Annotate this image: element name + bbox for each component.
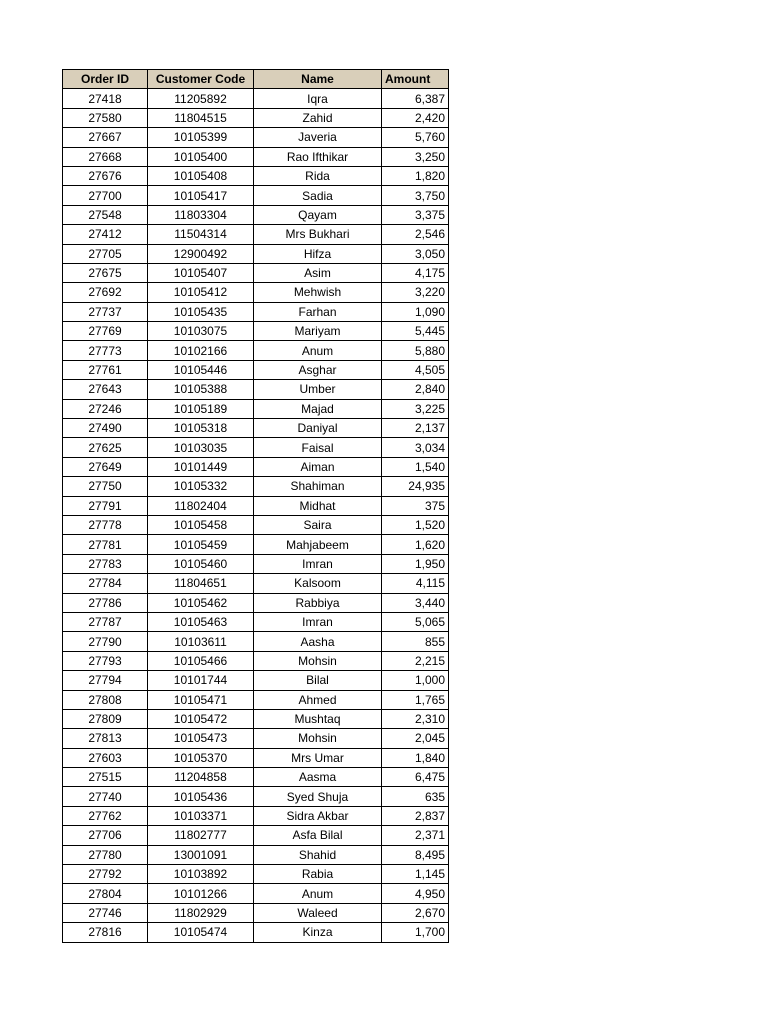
cell-name: Farhan	[254, 302, 382, 321]
table-row	[63, 903, 449, 922]
table-body	[63, 89, 449, 942]
cell-order-id: 27700	[63, 186, 148, 205]
cell-order-id: 27783	[63, 554, 148, 573]
cell-amount: 3,750	[382, 186, 449, 205]
cell-order-id: 27625	[63, 438, 148, 457]
cell-amount: 5,065	[382, 612, 449, 631]
cell-customer-code: 10103371	[148, 806, 254, 825]
cell-amount: 1,000	[382, 671, 449, 690]
cell-customer-code: 11804651	[148, 574, 254, 593]
cell-amount: 4,950	[382, 884, 449, 903]
cell-name: Mohsin	[254, 651, 382, 670]
table-row	[63, 128, 449, 147]
cell-order-id: 27667	[63, 128, 148, 147]
cell-order-id: 27790	[63, 632, 148, 651]
cell-name: Syed Shuja	[254, 787, 382, 806]
table-row	[63, 515, 449, 534]
table-row	[63, 341, 449, 360]
cell-customer-code: 10103611	[148, 632, 254, 651]
cell-customer-code: 10102166	[148, 341, 254, 360]
cell-customer-code: 13001091	[148, 845, 254, 864]
cell-name: Hifza	[254, 244, 382, 263]
table-row	[63, 302, 449, 321]
cell-name: Iqra	[254, 89, 382, 108]
cell-customer-code: 10105473	[148, 729, 254, 748]
cell-customer-code: 11804515	[148, 108, 254, 127]
cell-amount: 635	[382, 787, 449, 806]
table-row	[63, 225, 449, 244]
cell-amount: 1,820	[382, 166, 449, 185]
cell-name: Midhat	[254, 496, 382, 515]
cell-amount: 2,420	[382, 108, 449, 127]
table-row	[63, 263, 449, 282]
cell-name: Aasha	[254, 632, 382, 651]
cell-name: Rabia	[254, 865, 382, 884]
table-row	[63, 865, 449, 884]
table-header	[63, 70, 449, 89]
cell-order-id: 27808	[63, 690, 148, 709]
cell-amount: 375	[382, 496, 449, 515]
cell-order-id: 27692	[63, 283, 148, 302]
cell-customer-code: 10105435	[148, 302, 254, 321]
cell-customer-code: 10105400	[148, 147, 254, 166]
table-row	[63, 108, 449, 127]
cell-name: Shahiman	[254, 477, 382, 496]
cell-amount: 4,115	[382, 574, 449, 593]
table-row	[63, 845, 449, 864]
cell-customer-code: 10105462	[148, 593, 254, 612]
cell-order-id: 27675	[63, 263, 148, 282]
cell-order-id: 27412	[63, 225, 148, 244]
table-row	[63, 166, 449, 185]
cell-order-id: 27793	[63, 651, 148, 670]
cell-order-id: 27490	[63, 419, 148, 438]
cell-amount: 3,250	[382, 147, 449, 166]
cell-amount: 5,445	[382, 322, 449, 341]
cell-order-id: 27762	[63, 806, 148, 825]
cell-order-id: 27769	[63, 322, 148, 341]
cell-customer-code: 10105370	[148, 748, 254, 767]
cell-amount: 1,840	[382, 748, 449, 767]
header-customer-code: Customer Code	[148, 70, 254, 89]
cell-amount: 3,220	[382, 283, 449, 302]
cell-order-id: 27791	[63, 496, 148, 515]
cell-customer-code: 10105459	[148, 535, 254, 554]
cell-name: Mushtaq	[254, 709, 382, 728]
cell-name: Shahid	[254, 845, 382, 864]
cell-order-id: 27246	[63, 399, 148, 418]
cell-name: Anum	[254, 341, 382, 360]
table-row	[63, 923, 449, 942]
cell-name: Imran	[254, 612, 382, 631]
cell-amount: 6,387	[382, 89, 449, 108]
cell-name: Aiman	[254, 457, 382, 476]
cell-customer-code: 11802404	[148, 496, 254, 515]
header-order-id: Order ID	[63, 70, 148, 89]
cell-order-id: 27746	[63, 903, 148, 922]
table-row	[63, 651, 449, 670]
cell-amount: 855	[382, 632, 449, 651]
cell-order-id: 27781	[63, 535, 148, 554]
cell-customer-code: 10103892	[148, 865, 254, 884]
cell-customer-code: 10105189	[148, 399, 254, 418]
cell-customer-code: 10105412	[148, 283, 254, 302]
cell-name: Mahjabeem	[254, 535, 382, 554]
table-row	[63, 729, 449, 748]
cell-amount: 1,765	[382, 690, 449, 709]
table-row	[63, 322, 449, 341]
cell-customer-code: 10101449	[148, 457, 254, 476]
cell-order-id: 27580	[63, 108, 148, 127]
cell-order-id: 27668	[63, 147, 148, 166]
cell-amount: 2,840	[382, 380, 449, 399]
cell-order-id: 27737	[63, 302, 148, 321]
table-row	[63, 496, 449, 515]
cell-amount: 3,034	[382, 438, 449, 457]
cell-order-id: 27761	[63, 360, 148, 379]
table-row	[63, 399, 449, 418]
table-row	[63, 535, 449, 554]
table-row	[63, 787, 449, 806]
cell-name: Rida	[254, 166, 382, 185]
cell-amount: 8,495	[382, 845, 449, 864]
cell-amount: 3,375	[382, 205, 449, 224]
table-row	[63, 884, 449, 903]
table-row	[63, 806, 449, 825]
cell-amount: 3,440	[382, 593, 449, 612]
cell-order-id: 27813	[63, 729, 148, 748]
cell-customer-code: 10105407	[148, 263, 254, 282]
cell-name: Aasma	[254, 768, 382, 787]
table-row	[63, 186, 449, 205]
cell-amount: 3,225	[382, 399, 449, 418]
cell-order-id: 27643	[63, 380, 148, 399]
cell-customer-code: 10105446	[148, 360, 254, 379]
cell-amount: 1,520	[382, 515, 449, 534]
cell-customer-code: 10101744	[148, 671, 254, 690]
cell-customer-code: 10105399	[148, 128, 254, 147]
cell-order-id: 27816	[63, 923, 148, 942]
cell-customer-code: 10105408	[148, 166, 254, 185]
cell-customer-code: 10105318	[148, 419, 254, 438]
cell-name: Daniyal	[254, 419, 382, 438]
cell-name: Majad	[254, 399, 382, 418]
table-row	[63, 768, 449, 787]
cell-order-id: 27548	[63, 205, 148, 224]
cell-customer-code: 10103075	[148, 322, 254, 341]
cell-customer-code: 11802777	[148, 826, 254, 845]
table-row	[63, 690, 449, 709]
cell-customer-code: 11504314	[148, 225, 254, 244]
cell-amount: 2,137	[382, 419, 449, 438]
table-row	[63, 632, 449, 651]
cell-amount: 1,145	[382, 865, 449, 884]
cell-amount: 1,620	[382, 535, 449, 554]
cell-customer-code: 10105466	[148, 651, 254, 670]
cell-name: Imran	[254, 554, 382, 573]
cell-name: Faisal	[254, 438, 382, 457]
cell-customer-code: 11205892	[148, 89, 254, 108]
cell-customer-code: 10105417	[148, 186, 254, 205]
table-row	[63, 477, 449, 496]
cell-amount: 1,950	[382, 554, 449, 573]
table-row	[63, 205, 449, 224]
table-row	[63, 612, 449, 631]
table-row	[63, 554, 449, 573]
cell-name: Asim	[254, 263, 382, 282]
cell-name: Rao Ifthikar	[254, 147, 382, 166]
table-row	[63, 438, 449, 457]
table-row	[63, 89, 449, 108]
cell-customer-code: 10101266	[148, 884, 254, 903]
cell-customer-code: 11204858	[148, 768, 254, 787]
cell-order-id: 27787	[63, 612, 148, 631]
cell-customer-code: 10105460	[148, 554, 254, 573]
cell-name: Bilal	[254, 671, 382, 690]
table-row	[63, 244, 449, 263]
cell-amount: 1,090	[382, 302, 449, 321]
cell-order-id: 27750	[63, 477, 148, 496]
cell-name: Asghar	[254, 360, 382, 379]
cell-name: Mrs Bukhari	[254, 225, 382, 244]
cell-order-id: 27705	[63, 244, 148, 263]
cell-amount: 2,670	[382, 903, 449, 922]
cell-customer-code: 11802929	[148, 903, 254, 922]
table-row	[63, 671, 449, 690]
table-row	[63, 147, 449, 166]
cell-order-id: 27649	[63, 457, 148, 476]
cell-order-id: 27778	[63, 515, 148, 534]
cell-order-id: 27780	[63, 845, 148, 864]
cell-order-id: 27773	[63, 341, 148, 360]
cell-amount: 2,310	[382, 709, 449, 728]
table-row	[63, 574, 449, 593]
spreadsheet-page	[62, 69, 449, 943]
cell-name: Sadia	[254, 186, 382, 205]
cell-name: Mohsin	[254, 729, 382, 748]
cell-customer-code: 10105458	[148, 515, 254, 534]
cell-name: Asfa Bilal	[254, 826, 382, 845]
header-row	[63, 70, 449, 89]
cell-name: Zahid	[254, 108, 382, 127]
cell-amount: 1,540	[382, 457, 449, 476]
cell-customer-code: 10105474	[148, 923, 254, 942]
cell-name: Ahmed	[254, 690, 382, 709]
cell-name: Rabbiya	[254, 593, 382, 612]
table-row	[63, 283, 449, 302]
cell-amount: 5,760	[382, 128, 449, 147]
table-row	[63, 419, 449, 438]
header-amount: Amount	[382, 70, 449, 89]
cell-order-id: 27792	[63, 865, 148, 884]
cell-name: Saira	[254, 515, 382, 534]
cell-amount: 2,215	[382, 651, 449, 670]
cell-amount: 2,045	[382, 729, 449, 748]
table-row	[63, 709, 449, 728]
cell-order-id: 27706	[63, 826, 148, 845]
cell-order-id: 27794	[63, 671, 148, 690]
cell-amount: 2,837	[382, 806, 449, 825]
cell-amount: 24,935	[382, 477, 449, 496]
table-row	[63, 360, 449, 379]
cell-name: Javeria	[254, 128, 382, 147]
cell-order-id: 27786	[63, 593, 148, 612]
cell-amount: 3,050	[382, 244, 449, 263]
table-row	[63, 593, 449, 612]
table-row	[63, 457, 449, 476]
cell-amount: 4,175	[382, 263, 449, 282]
cell-name: Mariyam	[254, 322, 382, 341]
cell-amount: 1,700	[382, 923, 449, 942]
cell-customer-code: 10105463	[148, 612, 254, 631]
cell-customer-code: 12900492	[148, 244, 254, 263]
cell-amount: 4,505	[382, 360, 449, 379]
cell-order-id: 27809	[63, 709, 148, 728]
cell-order-id: 27804	[63, 884, 148, 903]
cell-customer-code: 10103035	[148, 438, 254, 457]
cell-customer-code: 10105436	[148, 787, 254, 806]
cell-name: Anum	[254, 884, 382, 903]
cell-order-id: 27676	[63, 166, 148, 185]
orders-table	[62, 69, 449, 943]
table-row	[63, 748, 449, 767]
cell-amount: 5,880	[382, 341, 449, 360]
cell-name: Umber	[254, 380, 382, 399]
table-row	[63, 826, 449, 845]
cell-customer-code: 10105472	[148, 709, 254, 728]
cell-amount: 2,546	[382, 225, 449, 244]
cell-name: Kinza	[254, 923, 382, 942]
cell-amount: 6,475	[382, 768, 449, 787]
cell-name: Mehwish	[254, 283, 382, 302]
cell-customer-code: 10105471	[148, 690, 254, 709]
cell-order-id: 27418	[63, 89, 148, 108]
cell-name: Waleed	[254, 903, 382, 922]
cell-name: Mrs Umar	[254, 748, 382, 767]
cell-order-id: 27740	[63, 787, 148, 806]
cell-order-id: 27784	[63, 574, 148, 593]
cell-name: Sidra Akbar	[254, 806, 382, 825]
cell-name: Kalsoom	[254, 574, 382, 593]
cell-customer-code: 10105388	[148, 380, 254, 399]
cell-name: Qayam	[254, 205, 382, 224]
cell-order-id: 27515	[63, 768, 148, 787]
cell-customer-code: 11803304	[148, 205, 254, 224]
header-name: Name	[254, 70, 382, 89]
cell-order-id: 27603	[63, 748, 148, 767]
cell-amount: 2,371	[382, 826, 449, 845]
cell-customer-code: 10105332	[148, 477, 254, 496]
table-row	[63, 380, 449, 399]
